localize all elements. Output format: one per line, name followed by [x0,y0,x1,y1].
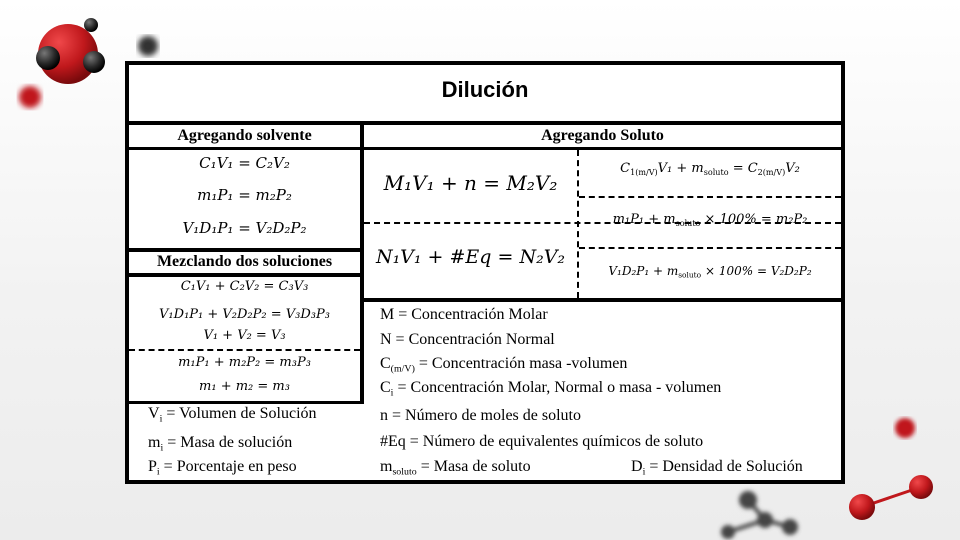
molecule-bottom-right [849,475,933,520]
header-adding-solvent: Agregando solvente [177,127,312,144]
mixing-bottom-divider [129,401,362,404]
sheet-title: Dilución [441,77,529,102]
def-solute-mass-text: = Masa de soluto [416,458,531,475]
eq-solvent-2: m₁P₁ = m₂P₂ [197,186,292,204]
blurred-atom-red [19,86,41,108]
header-adding-solute: Agregando Soluto [541,127,664,144]
molecule-top-left [36,18,105,84]
def-density-text: = Densidad de Solución [645,458,803,475]
molecule-bottom-blurred [721,491,798,539]
def-mass-volume-text: = Concentración masa -volumen [414,355,628,372]
def-mass-volume: $C_{(m/V)}$ = Concentración masa -volumen [380,355,628,375]
def-weight-percent: $P_i$ = Porcentaje en peso [148,458,297,478]
def-normal: N = Concentración Normal [380,331,555,348]
eq-solute-normal: N₁V₁ + #Eq = N₂V₂ [375,246,566,268]
def-ci-sub: i [390,387,394,399]
def-weight-percent-sub: i [156,466,160,478]
def-equivalents: #Eq = Número de equivalentes químicos de soluto [380,433,704,450]
def-volume: $V_i$ = Volumen de Solución [148,405,317,425]
header-divider [129,147,841,150]
mixing-dashed-line [129,349,360,351]
eq-solute-mass-volume: $C_{1(m/V)}V_1 + m_{soluto} = C_{2(m/V)}V_2$ [620,161,800,177]
def-weight-percent-text: = Porcentaje en peso [159,458,297,475]
blurred-atom-dark [138,36,158,56]
eq-solvent-1: C₁V₁ = C₂V₂ [199,154,290,172]
blurred-atom-red-right [895,418,915,438]
solvent-divider-top [129,248,362,252]
solute-dashed-right-1 [579,196,841,198]
def-molar: M = Concentración Molar [380,306,548,323]
eq-sub-soluto-2: soluto [675,218,701,228]
eq-solute-molar: M₁V₁ + n = M₂V₂ [383,171,558,195]
eq-sub-c1: 1(m/V) [630,167,658,177]
def-moles: n = Número de moles de soluto [380,407,581,424]
eq-sub-soluto-3: soluto [678,270,702,280]
solute-bottom-divider [362,298,841,302]
def-solute-mass: $m_{soluto}$ = Masa de soluto [380,458,531,478]
eq-mixing-3: V₁ + V₂ = V₃ [203,328,286,343]
def-solution-mass-sub: i [160,442,164,454]
def-solute-mass-sub: soluto [392,466,417,478]
eq-mixing-5: m₁ + m₂ = m₃ [199,379,290,394]
def-ci-text: = Concentración Molar, Normal o masa - volumen [393,379,722,396]
def-solution-mass-text: = Masa de solución [163,434,293,451]
dilution-formula-sheet [125,61,845,484]
eq-mixing-1: C₁V₁ + C₂V₂ = C₃V₃ [180,279,309,294]
title-divider [129,121,841,125]
solute-dashed-right-2 [579,247,841,249]
def-volume-sub: i [159,413,163,425]
eq-solvent-3: V₁D₁P₁ = V₂D₂P₂ [182,219,307,237]
eq-sub-soluto-1: soluto [703,167,729,177]
eq-mixing-4: m₁P₁ + m₂P₂ = m₃P₃ [178,355,311,370]
eq-solute-density: $V_1D_2P_1 + m_{soluto} \times 100\% = V_2D_2P_2$ [608,264,812,280]
def-solution-mass: $m_i$ = Masa de solución [148,434,293,454]
def-density-sub: i [642,466,646,478]
def-mass-volume-sub: (m/V) [390,363,415,375]
header-mixing-solutions: Mezclando dos soluciones [156,253,333,270]
eq-solute-weight-percent: $m_1P_1 + m_{soluto} \times 100\% = m_2P_2$ [612,212,808,228]
eq-sub-c2: 2(m/V) [757,167,786,177]
def-density: $D_i$ = Densidad de Solución [631,458,803,478]
eq-mixing-2: V₁D₁P₁ + V₂D₂P₂ = V₃D₃P₃ [159,307,330,322]
mixing-header-divider [129,273,362,277]
def-volume-text: = Volumen de Solución [162,405,317,422]
def-concentration-i: $C_i$ = Concentración Molar, Normal o masa - volumen [380,379,722,399]
